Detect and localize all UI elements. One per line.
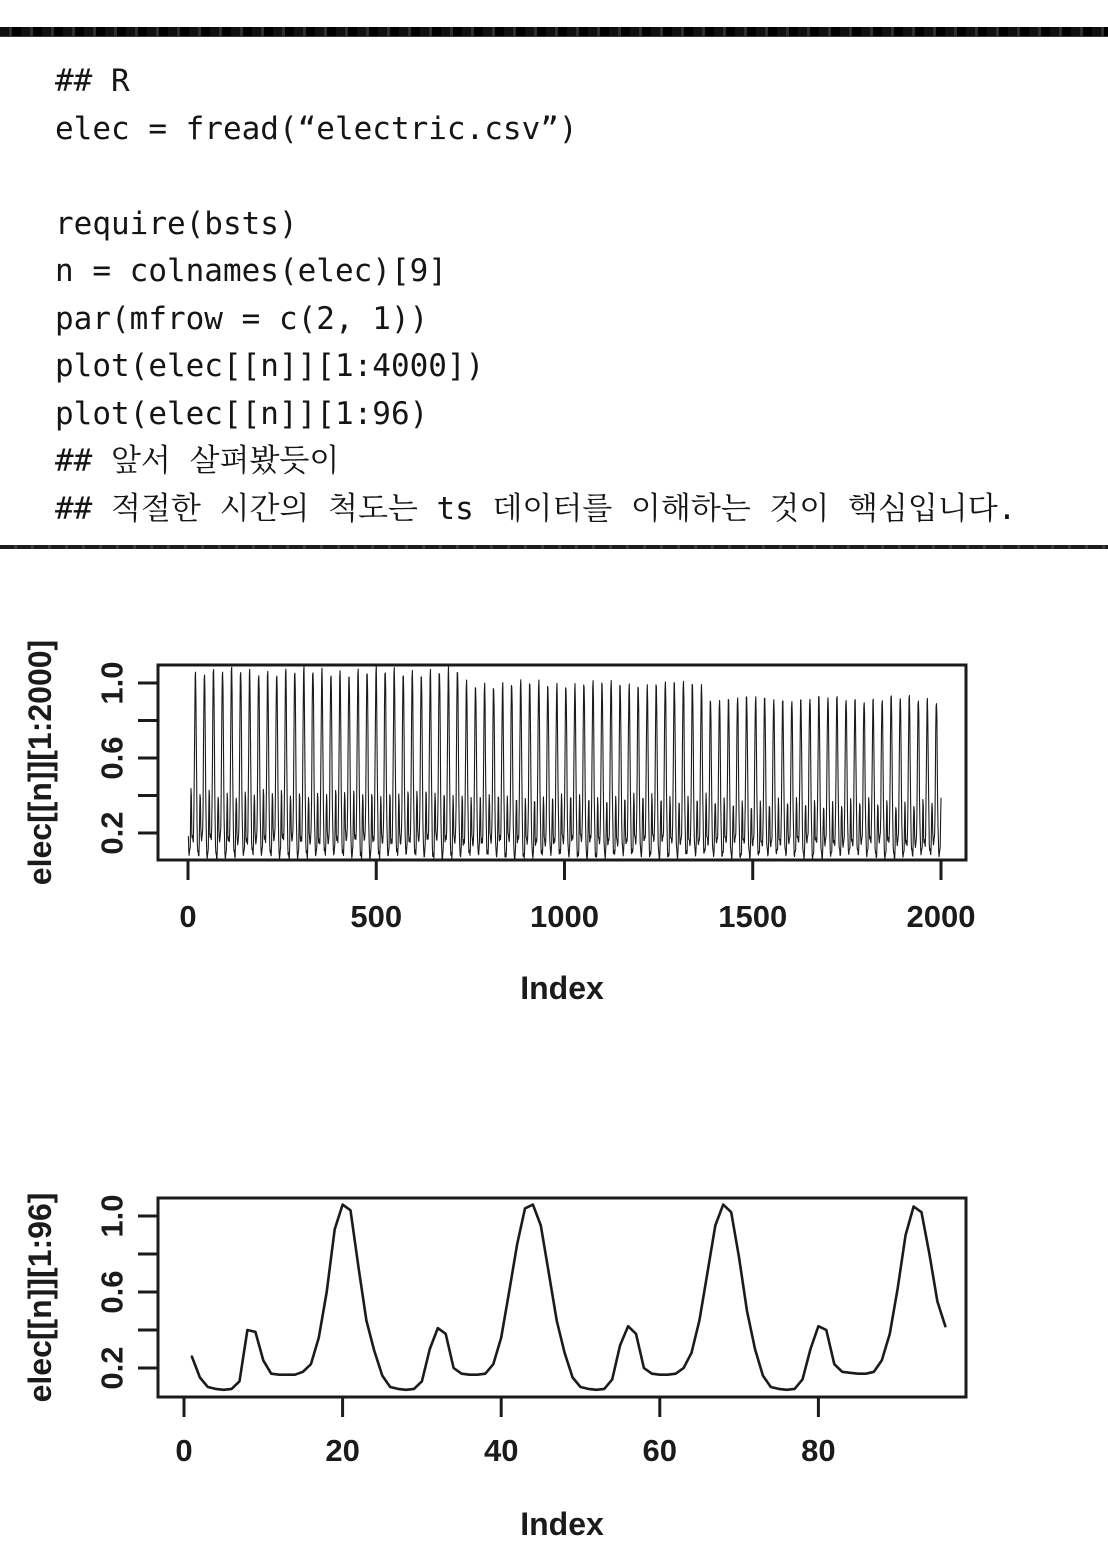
figure-elec-1-2000 — [0, 600, 1108, 1040]
y-tick-label: 0.2 — [94, 1346, 130, 1390]
y-axis-title: elec[[n]][1:2000] — [22, 639, 58, 886]
x-tick-label: 2000 — [906, 899, 976, 934]
code-line: plot(elec[[n]][1:96) — [55, 395, 429, 432]
x-tick-label: 0 — [175, 1433, 193, 1468]
y-tick-label: 0.2 — [94, 811, 130, 855]
code-line: n = colnames(elec)[9] — [55, 253, 447, 289]
code-line: ## 앞서 살펴봤듯이 — [55, 443, 340, 479]
x-tick-label: 0 — [179, 899, 197, 934]
code-line: require(bsts) — [55, 205, 298, 242]
x-tick-label: 500 — [350, 899, 403, 934]
plot-box — [158, 1198, 966, 1397]
code-line: par(mfrow = c(2, 1)) — [55, 300, 429, 337]
top-rule — [0, 27, 1108, 37]
series-line — [192, 1205, 945, 1390]
x-tick-label: 80 — [801, 1433, 836, 1468]
code-block — [55, 58, 1085, 533]
x-tick-label: 1500 — [718, 899, 788, 934]
y-tick-label: 1.0 — [94, 661, 130, 705]
y-axis-title: elec[[n]][1:96] — [22, 1192, 58, 1403]
series-line — [188, 666, 941, 860]
code-line: ## 적절한 시간의 척도는 ts 데이터를 이해하는 것이 핵심입니다. — [55, 490, 1017, 527]
plot-elec-1-96 — [0, 1140, 1108, 1554]
x-tick-label: 60 — [642, 1433, 678, 1468]
code-line: elec = fread(“electric.csv”) — [55, 110, 578, 147]
figure-elec-1-96 — [0, 1140, 1108, 1554]
plot-elec-1-2000 — [0, 600, 1108, 1040]
x-axis-title: Index — [520, 1506, 604, 1542]
y-tick-label: 0.6 — [94, 1270, 130, 1314]
code-line: ## R — [55, 63, 130, 99]
y-tick-label: 1.0 — [94, 1194, 130, 1238]
x-tick-label: 1000 — [530, 899, 599, 934]
code-line — [55, 153, 1085, 201]
y-tick-label: 0.6 — [94, 736, 130, 780]
x-tick-label: 20 — [325, 1433, 360, 1468]
code-line: plot(elec[[n]][1:4000]) — [55, 348, 485, 384]
x-tick-label: 40 — [483, 1433, 519, 1468]
section-divider-rule — [0, 545, 1108, 549]
x-axis-title: Index — [520, 970, 604, 1006]
